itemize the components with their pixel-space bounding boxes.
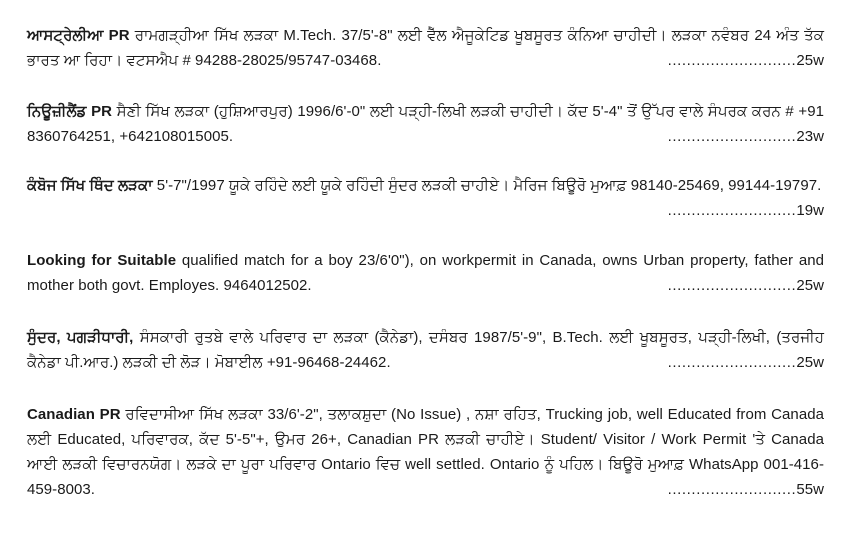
classified-ad: [27, 248, 824, 298]
ad-leader-dots: ...........................: [667, 277, 797, 294]
ad-word-count: 19w: [796, 202, 824, 219]
ad-word-count: 25w: [796, 52, 824, 69]
ad-word-count: 23w: [796, 128, 824, 145]
ad-text: 5'-7"/1997 ਯੂਕੇ ਰਹਿੰਦੇ ਲਈ ਯੂਕੇ ਰਹਿੰਦੀ ਸੁੰਦਰ ਲੜਕੀ ਚਾਹੀਏ। ਮੈਰਿਜ ਬਿਊਰੋ ਮੁਆਫ਼ 98140-25469, 99144-19797.: [152, 177, 822, 194]
ad-heading: ਕੰਬੋਜ ਸਿੱਖ ਥਿੰਦ ਲੜਕਾ: [27, 177, 153, 194]
ad-text: ਸੰਸਕਾਰੀ ਰੁਤਬੇ ਵਾਲੇ ਪਰਿਵਾਰ ਦਾ ਲੜਕਾ (ਕੈਨੇਡਾ), ਦਸੰਬਰ 1987/5'-9", B.Tech. ਲਈ ਖੂਬਸੂਰਤ, ਪੜ੍ਹੀ-ਲਿਖੀ, (ਤਰਜੀਹ ਕੈਨੇਡਾ ਪੀ.ਆਰ.) ਲੜਕੀ ਦੀ ਲੋੜ। ਮੋਬਾਈਲ +91-96468-24462.: [27, 329, 824, 371]
classified-ad: [27, 325, 824, 375]
ad-code: [668, 477, 824, 502]
ad-code: [668, 198, 824, 223]
ad-heading: ਆਸਟ੍ਰੇਲੀਆ PR: [27, 27, 130, 44]
ad-code: [668, 124, 824, 149]
ad-text: qualified match for a boy 23/6'0"), on workpermit in Canada, owns Urban property, father and mother both govt. Employes. 9464012502.: [27, 252, 824, 294]
ad-heading: ਨਿਊਜ਼ੀਲੈਂਡ PR: [27, 103, 113, 120]
ad-text: ਰਾਮਗੜ੍ਹੀਆ ਸਿੱਖ ਲੜਕਾ M.Tech. 37/5'-8" ਲਈ ਵੈੱਲ ਐਜੂਕੇਟਿਡ ਖੂਬਸੂਰਤ ਕੰਨਿਆ ਚਾਹੀਦੀ। ਲੜਕਾ ਨਵੰਬਰ 24 ਅੰਤ ਤੱਕ ਭਾਰਤ ਆ ਰਿਹਾ। ਵਟਸਐਪ # 94288-28025/95747-03468.: [27, 27, 825, 69]
ad-code: [668, 350, 824, 375]
ad-word-count: 25w: [796, 277, 824, 294]
ad-word-count: 55w: [796, 481, 824, 498]
classified-ad: [27, 402, 824, 502]
ad-code: [668, 48, 824, 73]
ad-heading: Canadian PR: [27, 406, 121, 423]
ad-code: [668, 273, 824, 298]
ad-heading: ਸੁੰਦਰ, ਪਗੜੀਧਾਰੀ,: [27, 329, 134, 346]
ad-text: ਸੈਣੀ ਸਿੱਖ ਲੜਕਾ (ਹੁਸ਼ਿਆਰਪੁਰ) 1996/6'-0" ਲਈ ਪੜ੍ਹੀ-ਲਿਖੀ ਲੜਕੀ ਚਾਹੀਦੀ। ਕੱਦ 5'-4" ਤੋਂ ਉੱਪਰ ਵਾਲੇ ਸੰਪਰਕ ਕਰਨ # +91 8360764251, +642108015005.: [27, 103, 825, 145]
ad-leader-dots: ...........................: [667, 481, 797, 498]
classified-ad: [27, 99, 824, 149]
classified-ad: [27, 173, 824, 223]
ad-leader-dots: ...........................: [667, 128, 797, 145]
ad-text: ਰਵਿਦਾਸੀਆ ਸਿੱਖ ਲੜਕਾ 33/6'-2", ਤਲਾਕਸ਼ੁਦਾ (No Issue) , ਨਸ਼ਾ ਰਹਿਤ, Trucking job, well Educated from Canada ਲਈ Educated, ਪਰਿਵਾਰਕ, ਕੱਦ 5'-5"+, ਉਮਰ 26+, Canadian PR ਲੜਕੀ ਚਾਹੀਏ। Student/ Visitor / Work Permit 'ਤੇ Canada ਆਈ ਲੜਕੀ ਵਿਚਾਰਨਯੋਗ। ਲੜਕੇ ਦਾ ਪੂਰਾ ਪਰਿਵਾਰ Ontario ਵਿਚ well settled. Ontario ਨੂੰ ਪਹਿਲ। ਬਿਊਰੋ ਮੁਆਫ਼ WhatsApp 001-416-459-8003.: [27, 406, 824, 498]
ad-heading: Looking for Suitable: [27, 252, 177, 269]
ad-word-count: 25w: [796, 354, 824, 371]
classified-ad: [27, 23, 824, 73]
ad-leader-dots: ...........................: [667, 354, 797, 371]
ad-leader-dots: ...........................: [667, 202, 797, 219]
ad-leader-dots: ...........................: [667, 52, 797, 69]
